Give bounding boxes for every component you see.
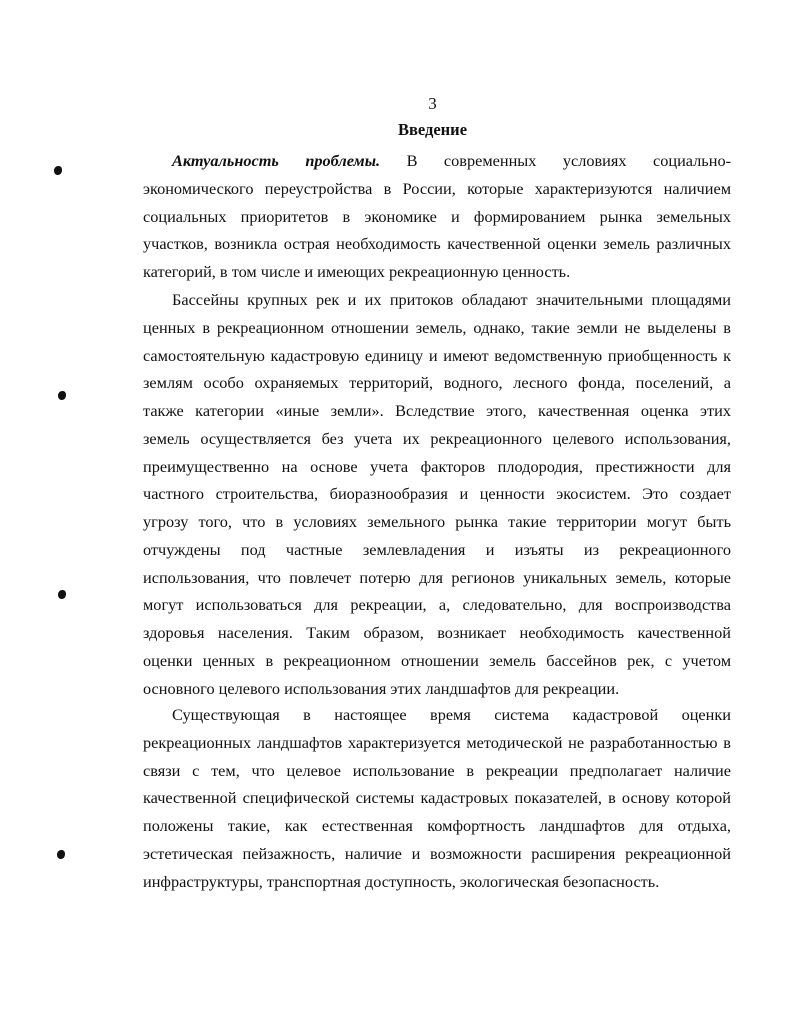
paragraph-river-basins — [143, 286, 731, 702]
line-text: самостоятельную кадастровую единицу и имеют ведомственную приобщенность к — [143, 345, 731, 365]
line-text: экономического переустройства в России, которые характеризуются наличием — [143, 178, 731, 198]
line-text: рекреационных ландшафтов характеризуется методической не разработанностью в — [143, 732, 731, 752]
line-text: использования, что повлечет потерю для регионов уникальных земель, которые — [143, 567, 731, 587]
line-text: оценки ценных в рекреационном отношении земель бассейнов рек, с учетом — [143, 650, 731, 670]
page-number: 3 — [428, 94, 437, 113]
text-line — [143, 258, 731, 286]
text-line — [143, 729, 731, 757]
paragraph-cadastral-system — [143, 701, 731, 895]
text-line — [143, 175, 731, 203]
line-text: отчуждены под частные землевладения и изъяты из рекреационного — [143, 539, 731, 559]
line-text: инфраструктуры, транспортная доступность, экологическая безопасность. — [143, 871, 660, 891]
line-text: связи с тем, что целевое использование в рекреации предполагает наличие — [143, 760, 731, 780]
text-line — [143, 147, 731, 175]
section-heading: Введение — [397, 120, 468, 139]
text-line — [143, 675, 731, 703]
text-line — [143, 701, 731, 729]
scan-punch-mark — [58, 391, 66, 400]
line-text: ценных в рекреационном отношении земель, однако, такие земли не выделены в — [143, 317, 731, 337]
text-line — [143, 591, 731, 619]
text-line — [143, 619, 731, 647]
text-line — [143, 397, 731, 425]
text-line — [143, 757, 731, 785]
line-text: земель осуществляется без учета их рекреационного целевого использования, — [143, 428, 731, 448]
text-line — [143, 508, 731, 536]
line-text: здоровья населения. Таким образом, возникает необходимость качественной — [143, 623, 731, 642]
text-line — [143, 286, 731, 314]
text-line — [143, 342, 731, 370]
paragraph-relevance — [143, 147, 731, 286]
text-line — [143, 812, 731, 840]
scan-punch-mark — [58, 590, 66, 599]
text-line — [143, 784, 731, 812]
line-text: социальных приоритетов в экономике и формированием рынка земельных — [143, 206, 731, 226]
line-text: землям особо охраняемых территорий, водного, лесного фонда, поселений, а — [143, 373, 731, 393]
text-line — [143, 564, 731, 592]
line-text: также категории «иные земли». Вследствие этого, качественная оценка этих — [143, 401, 731, 420]
line-text: положены такие, как естественная комфортность ландшафтов для отдыха, — [143, 816, 731, 835]
text-line — [143, 453, 731, 481]
line-text: преимущественно на основе учета факторов плодородия, престижности для — [143, 456, 731, 476]
text-line — [143, 230, 731, 258]
text-line — [143, 314, 731, 342]
scan-punch-mark — [57, 850, 65, 859]
line-text: частного строительства, биоразнообразия и ценности экосистем. Это создает — [143, 484, 731, 504]
text-line — [143, 480, 731, 508]
line-text: качественной специфической системы кадастровых показателей, в основу которой — [143, 788, 731, 808]
line-text: категорий, в том числе и имеющих рекреационную ценность. — [143, 262, 571, 281]
line-text: участков, возникла острая необходимость качественной оценки земель различных — [143, 234, 731, 254]
line-text: эстетическая пейзажность, наличие и возможности расширения рекреационной — [143, 843, 731, 863]
text-line — [143, 203, 731, 231]
line-text: угрозу того, что в условиях земельного рынка такие территории могут быть — [143, 512, 731, 531]
line-text: Существующая в настоящее время система кадастровой оценки — [172, 705, 731, 724]
lead-phrase: Актуальность проблемы. — [172, 151, 381, 170]
line-text: могут использоваться для рекреации, а, следовательно, для воспроизводства — [143, 595, 731, 615]
line-text: основного целевого использования этих ландшафтов для рекреации. — [143, 678, 620, 698]
text-line — [143, 536, 731, 564]
text-line — [143, 647, 731, 675]
text-line — [143, 868, 731, 896]
line-text: Бассейны крупных рек и их притоков обладают значительными площадями — [172, 290, 731, 309]
text-line — [143, 369, 731, 397]
scan-punch-mark — [54, 166, 62, 175]
text-line — [143, 425, 731, 453]
text-line — [143, 840, 731, 868]
line-text: В современных условиях социально- — [380, 151, 732, 170]
